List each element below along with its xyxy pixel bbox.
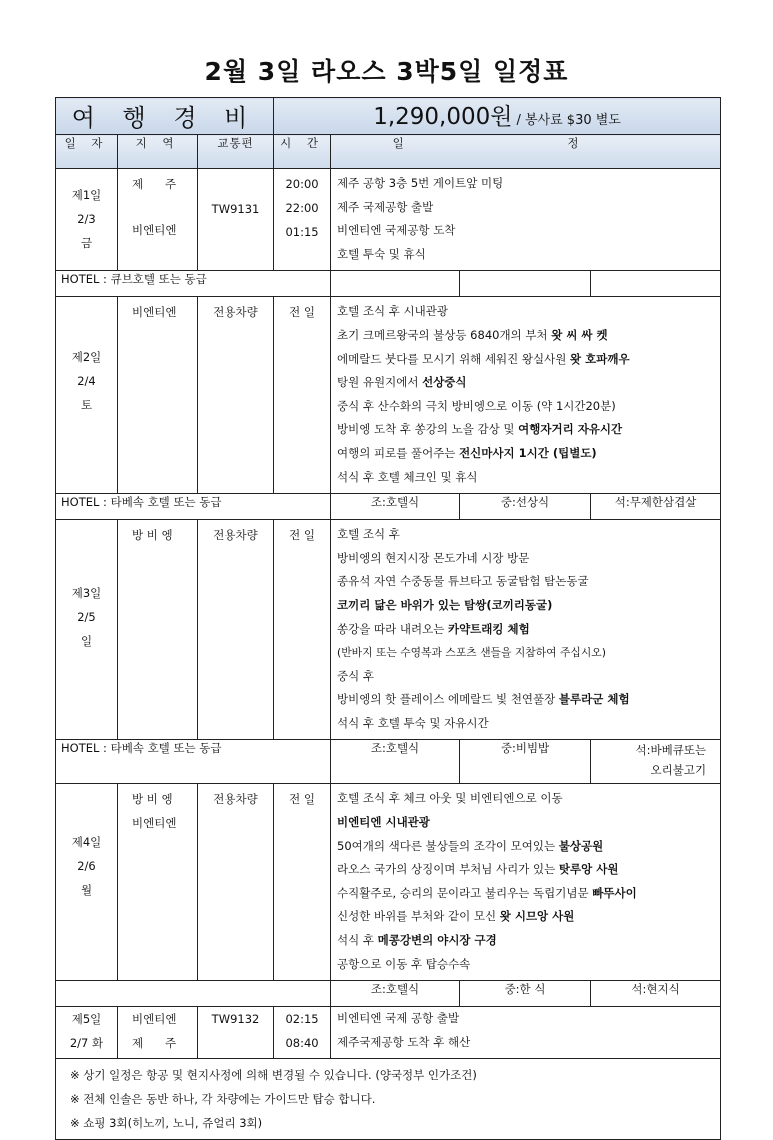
- notes: [56, 1059, 721, 1140]
- meal-dinner: [591, 271, 721, 297]
- schedule-item: 석식 후 호텔 체크인 및 휴식: [337, 469, 478, 484]
- meal-breakfast: [331, 271, 460, 297]
- day1-transport: TW9131: [198, 169, 274, 271]
- region-name: 비엔티엔: [132, 1012, 177, 1027]
- header-transport: 교통편: [198, 135, 274, 169]
- day3-row: [56, 520, 721, 740]
- schedule-item: 호텔 조식 후 시내관광: [337, 304, 448, 319]
- day-weekday: 금: [80, 236, 93, 250]
- schedule-item: 50여개의 색다른 불상들의 조각이 모여있는 불상공원: [337, 838, 604, 853]
- day1-times: [274, 169, 331, 271]
- day4-row: [56, 784, 721, 981]
- day3-date: [56, 520, 118, 740]
- day4-meal-row: [56, 981, 721, 1007]
- day5-row: [56, 1007, 721, 1059]
- meal-lunch: 중:선상식: [460, 494, 591, 520]
- hotel-name: HOTEL : 타베속 호텔 또는 동급: [56, 740, 331, 784]
- day-label: 제3일: [71, 586, 102, 601]
- meal-dinner-line: 오리불고기: [650, 763, 707, 778]
- schedule-item: 방비엥의 현지시장 몬도가네 시장 방문: [337, 550, 530, 565]
- hotel-name: [56, 981, 331, 1007]
- schedule-item: 호텔 조식 후: [337, 527, 400, 542]
- meal-dinner: 석:무제한삼겹살: [591, 494, 721, 520]
- day2-row: [56, 297, 721, 494]
- schedule-item: 종유석 자연 수중동물 튜브타고 동굴탐험 탐논동굴: [337, 574, 589, 589]
- day3-transport: 전용차량: [198, 520, 274, 740]
- schedule-item: 제주 공항 3층 5번 게이트앞 미팅: [337, 176, 504, 190]
- note-item: ※ 전체 인솔은 동반 하나, 각 차량에는 가이드만 탑승 합니다.: [70, 1092, 376, 1107]
- day2-date: [56, 297, 118, 494]
- header-time: 시 간: [274, 135, 331, 169]
- day1-schedule: [331, 169, 721, 271]
- day3-hotel-row: [56, 740, 721, 784]
- day5-date: [56, 1007, 118, 1059]
- schedule-item: 수직활주로, 승리의 문이라고 불리우는 독립기념문 빠뚜사이: [337, 885, 637, 900]
- day-label: 제5일: [71, 1012, 102, 1027]
- time-value: 22:00: [285, 201, 319, 215]
- day2-region: 비엔티엔: [118, 297, 198, 494]
- schedule-item: 탕원 유원지에서 선상중식: [337, 375, 467, 390]
- day5-times: [274, 1007, 331, 1059]
- day-date: 2/3: [77, 212, 96, 226]
- day2-time: 전 일: [274, 297, 331, 494]
- hotel-name: HOTEL : 큐브호텔 또는 동급: [56, 271, 331, 297]
- notes-row: [56, 1059, 721, 1140]
- day-weekday: 토: [80, 398, 93, 413]
- meal-dinner: 석:현지식: [591, 981, 721, 1007]
- schedule-item: 비엔티엔 시내관광: [337, 815, 430, 830]
- day-label: 제2일: [71, 350, 102, 365]
- day1-region: [118, 169, 198, 271]
- schedule-item: 석식 후 호텔 투숙 및 자유시간: [337, 715, 489, 730]
- region-name: 비엔티엔: [132, 223, 177, 237]
- meal-dinner-line: 석:바베큐또는: [635, 743, 707, 758]
- schedule-item: 제주국제공항 도착 후 해산: [337, 1034, 471, 1049]
- day-date: 2/6: [77, 859, 96, 874]
- meal-lunch: 중:한 식: [460, 981, 591, 1007]
- schedule-item: 제주 국제공항 출발: [337, 199, 434, 214]
- region-name: 제 주: [132, 177, 177, 191]
- schedule-item: 석식 후 메콩강변의 야시장 구경: [337, 933, 497, 948]
- day1-date: [56, 169, 118, 271]
- schedule-item: 쏭강을 따라 내려오는 카약트래킹 체험: [337, 621, 530, 636]
- schedule-item: 코끼리 닮은 바위가 있는 탐쌍(코끼리동굴): [337, 597, 553, 612]
- note-item: ※ 쇼핑 3회(히노끼, 노니, 쥬얼리 3회): [70, 1116, 263, 1131]
- page-title: 2월 3일 라오스 3박5일 일정표: [204, 57, 569, 86]
- price-note: / 봉사료 $30 별도: [516, 113, 621, 128]
- region-name: 제 주: [132, 1036, 177, 1051]
- schedule-item: 비엔티엔 국제공항 도착: [337, 223, 456, 238]
- note-item: ※ 상기 일정은 항공 및 현지사정에 의해 변경될 수 있습니다. (양국정부 인가조건): [70, 1068, 477, 1083]
- schedule-item: 라오스 국가의 상징이며 부처님 사리가 있는 탓루앙 사원: [337, 862, 619, 877]
- schedule-item: 여행의 피로를 풀어주는 전신마사지 1시간 (팁별도): [337, 445, 597, 460]
- header-region: 지 역: [118, 135, 198, 169]
- day3-region: 방 비 엥: [118, 520, 198, 740]
- schedule-item: (반바지 또는 수영복과 스포츠 샌들을 지참하여 주십시오): [337, 646, 606, 660]
- meal-breakfast: 조:호텔식: [331, 494, 460, 520]
- header-day: 일 자: [56, 135, 118, 169]
- day-label: 제4일: [71, 835, 102, 850]
- meal-breakfast: 조:호텔식: [331, 981, 460, 1007]
- schedule-item: 에메랄드 붓다를 모시기 위해 세워진 왕실사원 왓 호파깨우: [337, 351, 630, 366]
- schedule-table: [55, 97, 721, 1140]
- meal-lunch: [460, 271, 591, 297]
- schedule-item: 호텔 조식 후 체크 아웃 및 비엔티엔으로 이동: [337, 791, 563, 806]
- schedule-item: 신성한 바위를 부처와 같이 모신 왓 시므앙 사원: [337, 909, 575, 924]
- cost-label: 여 행 경 비: [56, 98, 274, 135]
- day2-transport: 전용차량: [198, 297, 274, 494]
- region-name: 방 비 엥: [132, 792, 173, 807]
- schedule-item: 비엔티엔 국제 공항 출발: [337, 1011, 460, 1026]
- schedule-item: 방비엥의 핫 플레이스 에메랄드 빛 천연풀장 블루라군 체험: [337, 692, 630, 707]
- schedule-item: 중식 후 산수화의 극치 방비엥으로 이동 (약 1시간20분): [337, 398, 616, 413]
- day2-hotel-row: [56, 494, 721, 520]
- header-schedule: 일 정: [331, 135, 721, 169]
- time-value: 02:15: [285, 1012, 319, 1027]
- header-row: [56, 135, 721, 169]
- schedule-item: 방비엥 도착 후 쏭강의 노을 감상 및 여행자거리 자유시간: [337, 422, 623, 437]
- day5-schedule: [331, 1007, 721, 1059]
- day-weekday: 월: [80, 883, 93, 898]
- schedule-item: 중식 후: [337, 668, 374, 683]
- day4-date: [56, 784, 118, 981]
- cost-row: [56, 98, 721, 135]
- time-value: 08:40: [285, 1036, 319, 1051]
- day-date: 2/4: [77, 374, 96, 389]
- time-value: 20:00: [285, 177, 319, 191]
- day4-transport: 전용차량: [198, 784, 274, 981]
- region-name: 비엔티엔: [132, 816, 177, 831]
- day3-time: 전 일: [274, 520, 331, 740]
- price: 1,290,000원: [373, 104, 513, 130]
- schedule-item: 초기 크메르왕국의 불상등 6840개의 부처 왓 씨 싸 켓: [337, 327, 608, 342]
- meal-dinner: [591, 740, 721, 784]
- day5-transport: TW9132: [198, 1007, 274, 1059]
- meal-breakfast: 조:호텔식: [331, 740, 460, 784]
- time-value: 01:15: [285, 225, 319, 239]
- day2-schedule: [331, 297, 721, 494]
- cost-value: [274, 98, 721, 135]
- day4-region: [118, 784, 198, 981]
- schedule-item: 호텔 투숙 및 휴식: [337, 246, 426, 261]
- day-date: 2/5: [77, 610, 96, 625]
- meal-lunch: 중:비빔밥: [460, 740, 591, 784]
- day5-region: [118, 1007, 198, 1059]
- day3-schedule: [331, 520, 721, 740]
- day1-row: [56, 169, 721, 271]
- hotel-name: HOTEL : 타베속 호텔 또는 동급: [56, 494, 331, 520]
- day1-hotel-row: [56, 271, 721, 297]
- day4-time: 전 일: [274, 784, 331, 981]
- day-label: 제1일: [71, 188, 102, 202]
- schedule-item: 공항으로 이동 후 탑승수속: [337, 956, 471, 971]
- day-date: 2/7 화: [69, 1036, 104, 1051]
- day-weekday: 일: [80, 634, 93, 649]
- day4-schedule: [331, 784, 721, 981]
